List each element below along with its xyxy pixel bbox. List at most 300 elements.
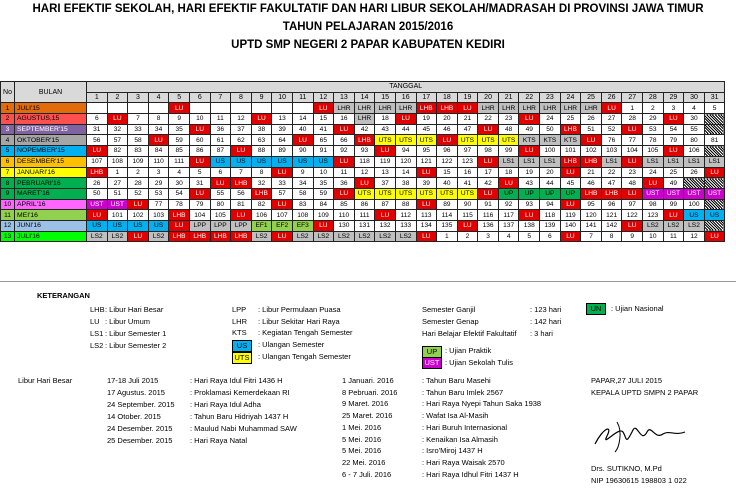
day-cell: 50 xyxy=(540,124,561,135)
day-cell: 12 xyxy=(231,114,252,125)
day-cell: LU xyxy=(663,146,684,157)
day-cell: 29 xyxy=(148,178,169,189)
day-cell: LHB xyxy=(601,188,622,199)
day-cell: 100 xyxy=(540,146,561,157)
day-cell: 81 xyxy=(231,199,252,210)
row-number: 3 xyxy=(1,124,15,135)
day-header: 26 xyxy=(601,92,622,103)
day-cell: LS2 xyxy=(87,231,108,242)
legend-code: 6 - 7 Juli. 2016 xyxy=(342,469,392,479)
day-header: 17 xyxy=(416,92,437,103)
day-header: 19 xyxy=(457,92,478,103)
day-cell: 54 xyxy=(169,188,190,199)
day-cell: 10 xyxy=(643,231,664,242)
day-cell: LU xyxy=(334,156,355,167)
day-cell xyxy=(704,114,725,125)
day-cell: 43 xyxy=(519,178,540,189)
day-cell: LU xyxy=(519,114,540,125)
day-cell: 102 xyxy=(581,146,602,157)
month-row xyxy=(1,114,725,125)
day-cell: 20 xyxy=(437,114,458,125)
day-cell: 51 xyxy=(581,124,602,135)
day-cell: LU xyxy=(87,210,108,221)
day-cell: LU xyxy=(416,167,437,178)
day-cell: 32 xyxy=(107,124,128,135)
day-cell: 8 xyxy=(251,167,272,178)
day-cell: 14 xyxy=(292,114,313,125)
day-cell: LU xyxy=(560,167,581,178)
month-row xyxy=(1,210,725,221)
day-cell: 56 xyxy=(231,188,252,199)
month-name: JULI'15 xyxy=(15,103,87,114)
day-cell: LHB xyxy=(231,231,252,242)
day-cell: 59 xyxy=(169,135,190,146)
day-cell: LU xyxy=(622,188,643,199)
day-cell: 77 xyxy=(148,199,169,210)
day-cell: 101 xyxy=(107,210,128,221)
day-cell: LU xyxy=(663,114,684,125)
day-cell: LU xyxy=(416,231,437,242)
legend-desc: : Maulud Nabi Muhammad SAW xyxy=(190,424,297,433)
row-number: 8 xyxy=(1,178,15,189)
day-cell xyxy=(684,178,705,189)
day-cell: LS2 xyxy=(107,231,128,242)
day-cell: LHR xyxy=(478,103,499,114)
day-cell: LS2 xyxy=(684,220,705,231)
day-cell: LS2 xyxy=(375,231,396,242)
day-cell: 21 xyxy=(457,114,478,125)
legend-desc: : Ulangan Tengah Semester xyxy=(258,351,351,361)
day-cell: 48 xyxy=(622,178,643,189)
row-number: 12 xyxy=(1,220,15,231)
day-cell xyxy=(189,103,210,114)
day-cell: 96 xyxy=(601,199,622,210)
month-row xyxy=(1,167,725,178)
day-cell: LU xyxy=(231,210,252,221)
day-cell: LU xyxy=(189,188,210,199)
day-header: 31 xyxy=(704,92,725,103)
day-cell: 19 xyxy=(519,167,540,178)
day-cell: 53 xyxy=(148,188,169,199)
day-cell: LHB xyxy=(189,231,210,242)
day-cell: 2 xyxy=(457,231,478,242)
day-cell: 3 xyxy=(148,167,169,178)
day-cell: LU xyxy=(107,114,128,125)
day-cell: 27 xyxy=(601,114,622,125)
day-cell: US xyxy=(128,220,149,231)
day-cell: 88 xyxy=(395,199,416,210)
day-cell: LS1 xyxy=(663,156,684,167)
day-cell: 97 xyxy=(622,199,643,210)
day-cell: 7 xyxy=(128,114,149,125)
day-cell: 5 xyxy=(519,231,540,242)
day-cell xyxy=(272,103,293,114)
day-cell: LHB xyxy=(169,231,190,242)
day-cell: 35 xyxy=(313,178,334,189)
day-cell: LHB xyxy=(210,231,231,242)
day-cell: LHR xyxy=(560,103,581,114)
day-cell: 93 xyxy=(519,199,540,210)
day-cell: LS1 xyxy=(519,156,540,167)
day-cell: 22 xyxy=(478,114,499,125)
day-cell: KTS xyxy=(540,135,561,146)
day-cell: 44 xyxy=(395,124,416,135)
day-cell: 95 xyxy=(581,199,602,210)
day-cell: 19 xyxy=(416,114,437,125)
day-cell: LU xyxy=(519,210,540,221)
day-cell: UTS xyxy=(416,188,437,199)
day-cell: LU xyxy=(189,156,210,167)
legend-code: 24 Desember. 2015 xyxy=(107,424,173,433)
month-name: PEBRUARI'16 xyxy=(15,178,87,189)
day-cell: 29 xyxy=(643,114,664,125)
day-cell: LS1 xyxy=(704,156,725,167)
day-cell: 141 xyxy=(581,220,602,231)
day-cell: UTS xyxy=(395,188,416,199)
day-cell: 52 xyxy=(128,188,149,199)
day-cell: 48 xyxy=(498,124,519,135)
day-cell: 56 xyxy=(87,135,108,146)
day-cell: 132 xyxy=(375,220,396,231)
day-cell: 122 xyxy=(437,156,458,167)
day-cell: 38 xyxy=(251,124,272,135)
day-cell: 100 xyxy=(684,199,705,210)
month-row xyxy=(1,146,725,157)
day-cell: LS2 xyxy=(292,231,313,242)
day-cell: 27 xyxy=(107,178,128,189)
day-cell: 112 xyxy=(395,210,416,221)
day-cell: 134 xyxy=(416,220,437,231)
day-cell: UTS xyxy=(395,135,416,146)
legend-desc: : Tahun Baru Masehi xyxy=(422,376,491,385)
day-cell: LU xyxy=(375,146,396,157)
day-cell: 57 xyxy=(107,135,128,146)
day-cell: 58 xyxy=(292,188,313,199)
day-cell: LHR xyxy=(354,114,375,125)
day-cell: 1 xyxy=(107,167,128,178)
day-cell: 22 xyxy=(601,167,622,178)
month-name: SEPTEMBER'15 xyxy=(15,124,87,135)
day-cell: 21 xyxy=(581,167,602,178)
day-cell: 5 xyxy=(704,103,725,114)
day-header: 2 xyxy=(107,92,128,103)
day-cell: UST xyxy=(643,188,664,199)
day-cell: 105 xyxy=(643,146,664,157)
sign-position: KEPALA UPTD SMPN 2 PAPAR xyxy=(591,388,699,397)
day-cell: 50 xyxy=(87,188,108,199)
day-cell: US xyxy=(684,210,705,221)
day-cell: 116 xyxy=(478,210,499,221)
day-cell: 18 xyxy=(375,114,396,125)
day-cell: 61 xyxy=(210,135,231,146)
day-header: 11 xyxy=(292,92,313,103)
day-cell: UST xyxy=(704,188,725,199)
month-name: MEI'16 xyxy=(15,210,87,221)
day-cell: LU xyxy=(189,124,210,135)
day-cell: 115 xyxy=(457,210,478,221)
day-cell: 108 xyxy=(107,156,128,167)
day-cell: 46 xyxy=(581,178,602,189)
day-cell: 117 xyxy=(498,210,519,221)
day-header: 24 xyxy=(560,92,581,103)
day-cell: 80 xyxy=(210,199,231,210)
day-cell: US xyxy=(313,156,334,167)
day-cell: 96 xyxy=(437,146,458,157)
doc-title-line2: TAHUN PELAJARAN 2015/2016 xyxy=(282,21,454,33)
day-header: 22 xyxy=(519,92,540,103)
day-cell: 25 xyxy=(663,167,684,178)
row-number: 10 xyxy=(1,199,15,210)
day-cell: 137 xyxy=(498,220,519,231)
day-cell: KTS xyxy=(560,135,581,146)
day-cell: 110 xyxy=(334,210,355,221)
day-cell: 78 xyxy=(169,199,190,210)
day-header: 18 xyxy=(437,92,458,103)
bulan-header: BULAN xyxy=(15,82,87,103)
legend-desc: : Tahun Baru Hidriyah 1437 H xyxy=(190,412,289,421)
day-cell: LU xyxy=(128,231,149,242)
day-cell: 15 xyxy=(437,167,458,178)
day-header: 1 xyxy=(87,92,108,103)
day-cell: LHB xyxy=(251,188,272,199)
row-number: 5 xyxy=(1,146,15,157)
day-cell: 49 xyxy=(519,124,540,135)
day-cell: 15 xyxy=(313,114,334,125)
day-cell: 17 xyxy=(478,167,499,178)
day-cell: LS1 xyxy=(643,156,664,167)
month-row xyxy=(1,220,725,231)
day-cell: 78 xyxy=(643,135,664,146)
day-cell: 89 xyxy=(272,146,293,157)
day-header: 10 xyxy=(272,92,293,103)
day-cell: 85 xyxy=(334,199,355,210)
day-cell: 107 xyxy=(87,156,108,167)
legend-code: LU xyxy=(90,317,100,326)
day-header: 8 xyxy=(231,92,252,103)
legend-code: LHR xyxy=(232,316,248,326)
day-header: 20 xyxy=(478,92,499,103)
legend-code: LS1 xyxy=(90,329,104,338)
day-cell: 45 xyxy=(560,178,581,189)
day-header: 29 xyxy=(663,92,684,103)
day-header: 30 xyxy=(684,92,705,103)
day-cell: 34 xyxy=(148,124,169,135)
day-cell: 40 xyxy=(292,124,313,135)
day-cell: 26 xyxy=(87,178,108,189)
legend-code: Semester Genap xyxy=(422,317,479,326)
day-cell: LU xyxy=(128,199,149,210)
month-name: AGUSTUS,15 xyxy=(15,114,87,125)
calendar-table xyxy=(0,81,725,242)
day-cell: LHB xyxy=(581,188,602,199)
day-header: 16 xyxy=(395,92,416,103)
day-cell: 84 xyxy=(148,146,169,157)
day-header: 21 xyxy=(498,92,519,103)
day-cell: 94 xyxy=(540,199,561,210)
day-cell: LU xyxy=(272,199,293,210)
day-cell: 123 xyxy=(457,156,478,167)
legend-desc: : Hari Buruh Internasional xyxy=(422,422,508,432)
day-cell: 139 xyxy=(540,220,561,231)
day-cell: UST xyxy=(107,199,128,210)
legend-code: LS2 xyxy=(90,341,104,350)
day-cell: US xyxy=(231,156,252,167)
day-cell: 11 xyxy=(663,231,684,242)
legend-desc: : Kenaikan Isa Almasih xyxy=(422,434,498,444)
day-cell: LU xyxy=(622,156,643,167)
day-cell: 5 xyxy=(189,167,210,178)
day-cell: 18 xyxy=(498,167,519,178)
month-row xyxy=(1,199,725,210)
day-cell: LU xyxy=(622,220,643,231)
day-cell: 113 xyxy=(416,210,437,221)
legend-code: Semester Ganjil xyxy=(422,305,476,314)
day-cell: LHB xyxy=(581,156,602,167)
month-name: MARET'16 xyxy=(15,188,87,199)
day-cell: LU xyxy=(560,231,581,242)
day-cell: 89 xyxy=(437,199,458,210)
day-cell: 26 xyxy=(684,167,705,178)
day-cell: 39 xyxy=(272,124,293,135)
day-cell: 62 xyxy=(231,135,252,146)
day-cell: 30 xyxy=(169,178,190,189)
day-cell: 46 xyxy=(437,124,458,135)
day-cell: US xyxy=(107,220,128,231)
sign-nip: NIP 19630615 198803 1 022 xyxy=(591,476,687,485)
day-cell: 53 xyxy=(643,124,664,135)
legend-desc: : Hari Raya Natal xyxy=(190,436,248,445)
day-cell: LHR xyxy=(540,103,561,114)
day-cell: 84 xyxy=(313,199,334,210)
day-cell: 4 xyxy=(498,231,519,242)
day-cell: 52 xyxy=(601,124,622,135)
day-cell: 35 xyxy=(169,124,190,135)
day-cell xyxy=(107,103,128,114)
day-cell: 103 xyxy=(601,146,622,157)
day-cell: UTS xyxy=(457,188,478,199)
day-cell xyxy=(128,103,149,114)
month-row xyxy=(1,178,725,189)
legend-desc: : Kegiatan Tengah Semester xyxy=(258,328,353,338)
day-cell: 31 xyxy=(189,178,210,189)
day-cell: LHB xyxy=(416,103,437,114)
day-cell: 118 xyxy=(540,210,561,221)
day-cell: LS1 xyxy=(540,156,561,167)
legend-desc: : Proklamasi Kemerdekaan RI xyxy=(190,388,290,397)
day-cell xyxy=(704,199,725,210)
up-label: : Ujian Praktik xyxy=(445,346,492,355)
day-cell: LU xyxy=(354,178,375,189)
day-cell: 83 xyxy=(128,146,149,157)
day-cell: 1 xyxy=(437,231,458,242)
legend-desc: : Libur Umum xyxy=(105,317,151,326)
legend-desc: : Libur Hari Besar xyxy=(105,305,164,314)
day-cell: 12 xyxy=(354,167,375,178)
day-cell: 85 xyxy=(169,146,190,157)
day-cell: 24 xyxy=(540,114,561,125)
row-number: 11 xyxy=(1,210,15,221)
day-cell: US xyxy=(704,210,725,221)
day-cell: LHR xyxy=(334,103,355,114)
day-cell: LPP xyxy=(189,220,210,231)
day-cell: UTS xyxy=(354,188,375,199)
day-cell: LU xyxy=(519,146,540,157)
day-cell: 87 xyxy=(375,199,396,210)
day-cell: 44 xyxy=(540,178,561,189)
day-cell: 86 xyxy=(189,146,210,157)
legend-desc: : Libur Sekitar Hari Raya xyxy=(258,316,340,326)
day-cell: 64 xyxy=(272,135,293,146)
day-cell: LU xyxy=(169,220,190,231)
day-header: 23 xyxy=(540,92,561,103)
legend-code: 9 Maret. 2016 xyxy=(342,399,389,409)
day-cell: LHB xyxy=(169,210,190,221)
ust-label: : Ujian Sekolah Tulis xyxy=(445,358,513,367)
day-cell: LS2 xyxy=(643,220,664,231)
day-cell: LS2 xyxy=(354,231,375,242)
day-cell: 20 xyxy=(540,167,561,178)
day-cell: 77 xyxy=(622,135,643,146)
day-cell: LU xyxy=(643,178,664,189)
day-cell xyxy=(251,103,272,114)
sign-place-date: PAPAR,27 JULI 2015 xyxy=(591,376,663,385)
day-cell: 83 xyxy=(292,199,313,210)
day-cell: 58 xyxy=(128,135,149,146)
day-cell: 88 xyxy=(251,146,272,157)
day-cell: 133 xyxy=(395,220,416,231)
day-cell: 107 xyxy=(272,210,293,221)
day-cell: LU xyxy=(478,124,499,135)
day-cell: LS1 xyxy=(601,156,622,167)
month-name: OKTOBER'15 xyxy=(15,135,87,146)
month-name: APRIL'16 xyxy=(15,199,87,210)
day-cell: LU xyxy=(457,103,478,114)
day-cell: 14 xyxy=(395,167,416,178)
day-header: 25 xyxy=(581,92,602,103)
day-cell: 36 xyxy=(210,124,231,135)
day-cell xyxy=(210,103,231,114)
day-cell: 123 xyxy=(643,210,664,221)
day-cell: LU xyxy=(416,199,437,210)
day-cell: UTS xyxy=(437,188,458,199)
day-cell: 108 xyxy=(292,210,313,221)
day-cell: 101 xyxy=(560,146,581,157)
day-cell: LU xyxy=(704,231,725,242)
day-cell: 114 xyxy=(437,210,458,221)
legend-desc: : Hari Raya Idul Adha xyxy=(190,400,261,409)
day-cell: LU xyxy=(169,103,190,114)
day-cell: UTS xyxy=(416,135,437,146)
day-cell: 60 xyxy=(189,135,210,146)
legend-code: 17 Agustus. 2015 xyxy=(107,388,165,397)
day-cell: 24 xyxy=(643,167,664,178)
tanggal-header: TANGGAL xyxy=(87,82,725,93)
day-cell: LHB xyxy=(437,103,458,114)
day-cell: 76 xyxy=(601,135,622,146)
day-cell: 102 xyxy=(128,210,149,221)
day-cell: LU xyxy=(210,178,231,189)
day-cell: 6 xyxy=(87,114,108,125)
day-cell: 3 xyxy=(663,103,684,114)
row-number: 6 xyxy=(1,156,15,167)
day-cell: 36 xyxy=(334,178,355,189)
day-cell: LU xyxy=(622,124,643,135)
day-cell: UP xyxy=(540,188,561,199)
day-cell: 92 xyxy=(334,146,355,157)
day-cell: 26 xyxy=(581,114,602,125)
day-cell: LHR xyxy=(375,103,396,114)
day-cell: 130 xyxy=(334,220,355,231)
